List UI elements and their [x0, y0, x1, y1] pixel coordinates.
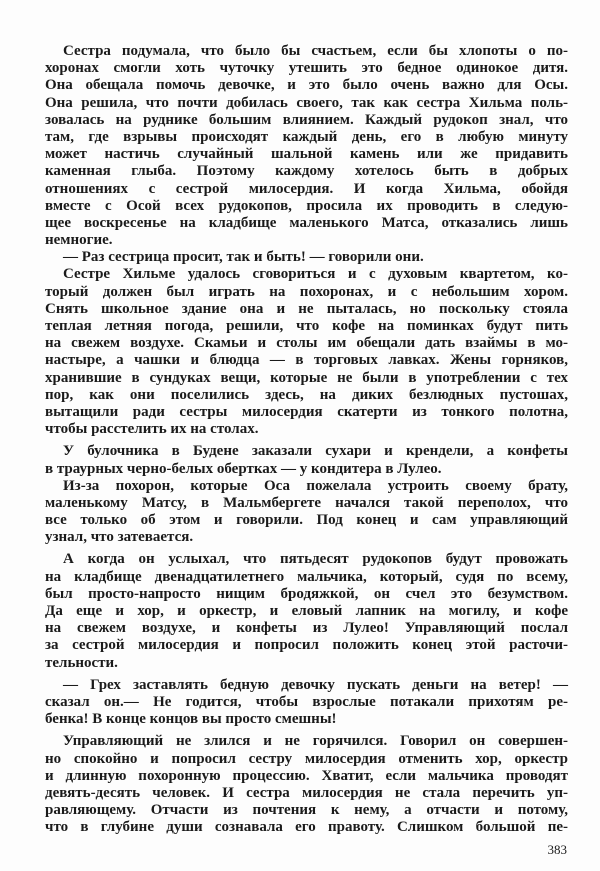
- text-line: вытащили ради сестры милосердия скатерти из тонкого полотна,: [45, 403, 568, 420]
- text-line: равляющему. Отчасти из почтения к нему, а отчасти и потому,: [45, 802, 568, 819]
- text-line: там, где взрывы происходят каждый день, его в любую минуту: [45, 128, 568, 145]
- paragraph: [45, 43, 568, 249]
- text-line: У булочника в Будене заказали сухари и крендели, а конфеты: [63, 443, 568, 460]
- paragraph: [45, 478, 568, 547]
- text-line: Она обещала помочь девочке, и это было очень важно для Осы.: [45, 77, 568, 94]
- text-line: узнал, что затевается.: [45, 529, 194, 546]
- text-line: Снять школьное здание она и не пыталась, но поскольку стояла: [45, 300, 568, 317]
- text-line: Сестра подумала, что было бы счастьем, если бы хлопоты о по-: [63, 43, 568, 59]
- text-line: сказал он.— Не годится, чтобы взрослые потакали прихотям ре-: [45, 693, 568, 710]
- text-line: вместе с Осой всех рудокопов, просила их проводить в следую-: [45, 197, 568, 214]
- text-line: теплая летняя погода, решили, что кофе на поминках будут пить: [45, 318, 568, 334]
- text-line: зовалась на руднике большим влиянием. Каждый рудокоп знал, что: [45, 111, 568, 128]
- text-line: Сестре Хильме удалось сговориться и с духовым квартетом, ко-: [63, 266, 568, 283]
- text-line: в траурных черно-белых обертках — у кондитера в Лулео.: [45, 460, 442, 477]
- text-line: на кладбище двенадцатилетнего мальчика, который, судя по всему,: [45, 568, 568, 585]
- text-line: маленькому Матсу, в Мальмбергете начался такой переполох, что: [45, 494, 568, 511]
- paragraph: [45, 266, 568, 438]
- text-line: торый должен был играть на похоронах, и с небольшим хором.: [45, 283, 568, 300]
- text-line: Да еще и хор, и оркестр, и еловый лапник на могилу, и кофе: [45, 603, 568, 619]
- paragraph: [45, 443, 568, 477]
- paragraph: [45, 677, 568, 729]
- text-line: хранившие в сундуках вещи, которые не были в употреблении с тех: [45, 369, 568, 386]
- text-line: Из-за похорон, которые Оса пожелала устроить своему брату,: [63, 477, 568, 494]
- text-line: все только об этом и говорили. Под конец и сам управляющий: [45, 512, 568, 529]
- text-line: немногие.: [45, 232, 113, 249]
- text-line: бенка! В конце концов вы просто смешны!: [45, 711, 337, 728]
- paragraph: [45, 551, 568, 671]
- text-line: настыре, а чашки и блюдца — в торговых лавках. Жены горняков,: [45, 352, 568, 369]
- text-line: чтобы расстелить их на столах.: [45, 421, 259, 438]
- text-line: девять-десять человек. И сестра милосердия не стала перечить уп-: [45, 784, 568, 801]
- text-line: тельности.: [45, 654, 118, 671]
- text-line: каменная глыба. Поэтому каждому хотелось быть в добрых: [45, 163, 568, 180]
- text-line: что в глубине души сознавала его правоту. Слишком большой пе-: [45, 819, 568, 836]
- text-line: на свежем воздухе. Скамьи и столы им обещали дать взаймы в мо-: [45, 335, 568, 352]
- text-line: отношениях с сестрой милосердия. И когда Хильма, обойдя: [45, 180, 568, 197]
- body-text: [45, 43, 568, 836]
- text-line: пор, как они поселились здесь, на диких безлюдных пустошах,: [45, 386, 568, 403]
- text-line: за сестрой милосердия и попросил положить конец этой расточи-: [45, 637, 568, 654]
- text-line: — Грех заставлять бедную девочку пускать деньги на ветер! —: [63, 676, 568, 693]
- text-line: на свежем воздухе, и конфеты из Лулео! Управляющий послал: [45, 620, 568, 637]
- text-line: А когда он услыхал, что пятьдесят рудокопов будут провожать: [63, 551, 568, 568]
- text-line: хоронах смогли хоть чуточку утешить это бедное одинокое дитя.: [45, 60, 568, 77]
- text-line: может настичь случайный шальной камень или же придавить: [45, 146, 568, 163]
- text-line: Она решила, что почти добилась своего, так как сестра Хильма поль-: [45, 94, 568, 111]
- text-line: — Раз сестрица просит, так и быть! — говорили они.: [63, 249, 424, 266]
- page-number: 383: [547, 842, 567, 857]
- text-line: Управляющий не злился и не горячился. Говорил он совершен-: [63, 733, 568, 750]
- paragraph: [45, 733, 568, 836]
- text-line: но спокойно и попросил сестру милосердия отменить хор, оркестр: [45, 750, 568, 767]
- paragraph: [45, 249, 568, 266]
- text-line: был просто-напросто нищим бродяжкой, он счел это безумством.: [45, 585, 568, 602]
- text-line: щее воскресенье на кладбище маленького Матса, отказались лишь: [45, 214, 568, 231]
- text-line: и длинную похоронную процессию. Хватит, если мальчика проводят: [45, 767, 568, 784]
